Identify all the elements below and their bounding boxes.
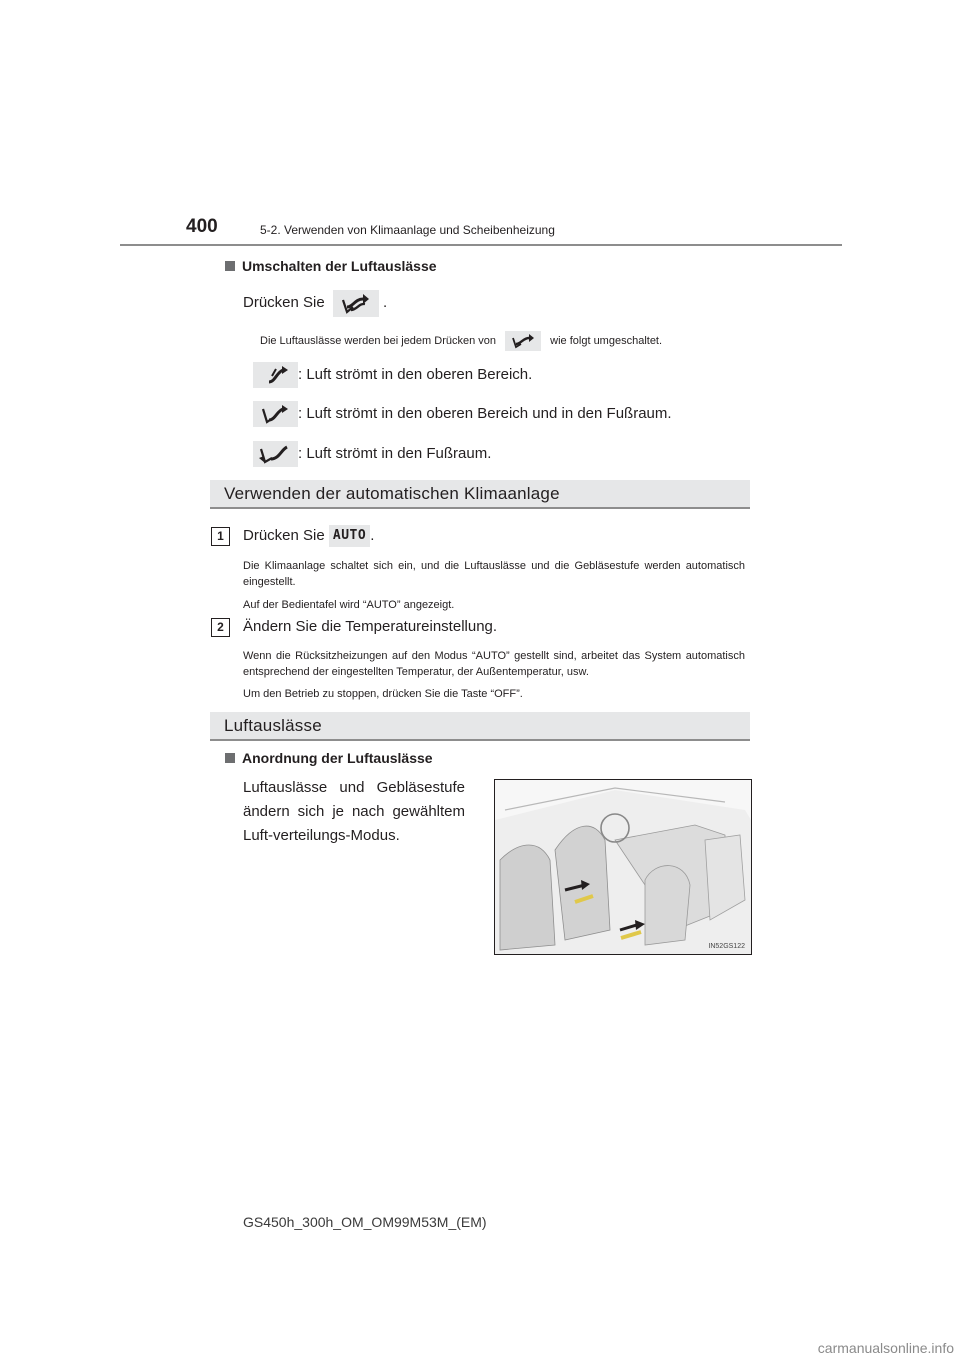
mode-button-icon — [333, 290, 379, 317]
step1-instruction: Drücken Sie AUTO . — [243, 524, 374, 548]
mode-row-foot: : Luft strömt in den Fußraum. — [253, 441, 491, 467]
illustration-code: IN52GS122 — [708, 943, 745, 950]
auto-section-title: Verwenden der automatischen Klimaanlage — [224, 484, 560, 503]
outlets-section-title: Luftauslässe — [224, 716, 322, 735]
outlets-body-text: Luftauslässe und Gebläsestufe ändern sich je nach gewähltem Luft-verteilungs-Modus. — [243, 779, 465, 844]
chapter-title: 5-2. Verwenden von Klimaanlage und Scheibenheizung — [260, 223, 555, 237]
switch-note: Die Luftauslässe werden bei jedem Drücken von wie folgt umgeschaltet. — [260, 330, 662, 352]
mode-row-face: : Luft strömt in den oberen Bereich. — [253, 362, 532, 388]
step2-note-1: Wenn die Rücksitzheizungen auf den Modus “AUTO” gestellt sind, arbeitet das System automatisch entsprechend der eingestellten Temperatur, der Außentemperatur, usw. — [243, 650, 745, 678]
square-bullet-icon — [225, 753, 235, 763]
square-bullet-icon — [225, 261, 235, 271]
face-vent-icon — [253, 362, 298, 388]
outlets-section-header — [210, 712, 750, 741]
switch-instruction: Drücken Sie . — [243, 289, 387, 317]
car-interior-drawing — [495, 780, 751, 954]
step-number-2: 2 — [211, 618, 230, 637]
header-divider — [120, 244, 842, 246]
switch-heading: Umschalten der Luftauslässe — [225, 258, 437, 274]
mode-row-bilevel: : Luft strömt in den oberen Bereich und in den Fußraum. — [253, 401, 672, 427]
auto-button: AUTO — [329, 525, 370, 547]
step2-instruction: Ändern Sie die Temperatureinstellung. — [243, 618, 498, 635]
foot-vent-icon — [253, 441, 298, 467]
outlets-sub-heading: Anordnung der Luftauslässe — [225, 750, 433, 766]
step2-note-2: Um den Betrieb zu stoppen, drücken Sie die Taste “OFF”. — [243, 688, 523, 700]
bi-level-vent-icon — [253, 401, 298, 427]
watermark[interactable]: carmanualsonline.info — [817, 1340, 954, 1356]
car-interior-illustration — [494, 779, 752, 955]
page-number: 400 — [186, 216, 218, 237]
document-code: GS450h_300h_OM_OM99M53M_(EM) — [243, 1214, 487, 1230]
step-number-1: 1 — [211, 527, 230, 546]
mode-button-small-icon — [505, 331, 541, 351]
step1-note-2: Auf der Bedientafel wird “AUTO” angezeigt. — [243, 599, 455, 611]
auto-section-header — [210, 480, 750, 509]
step1-note-1: Die Klimaanlage schaltet sich ein, und die Luftauslässe und die Gebläsestufe werden automatisch eingestellt. — [243, 560, 745, 588]
